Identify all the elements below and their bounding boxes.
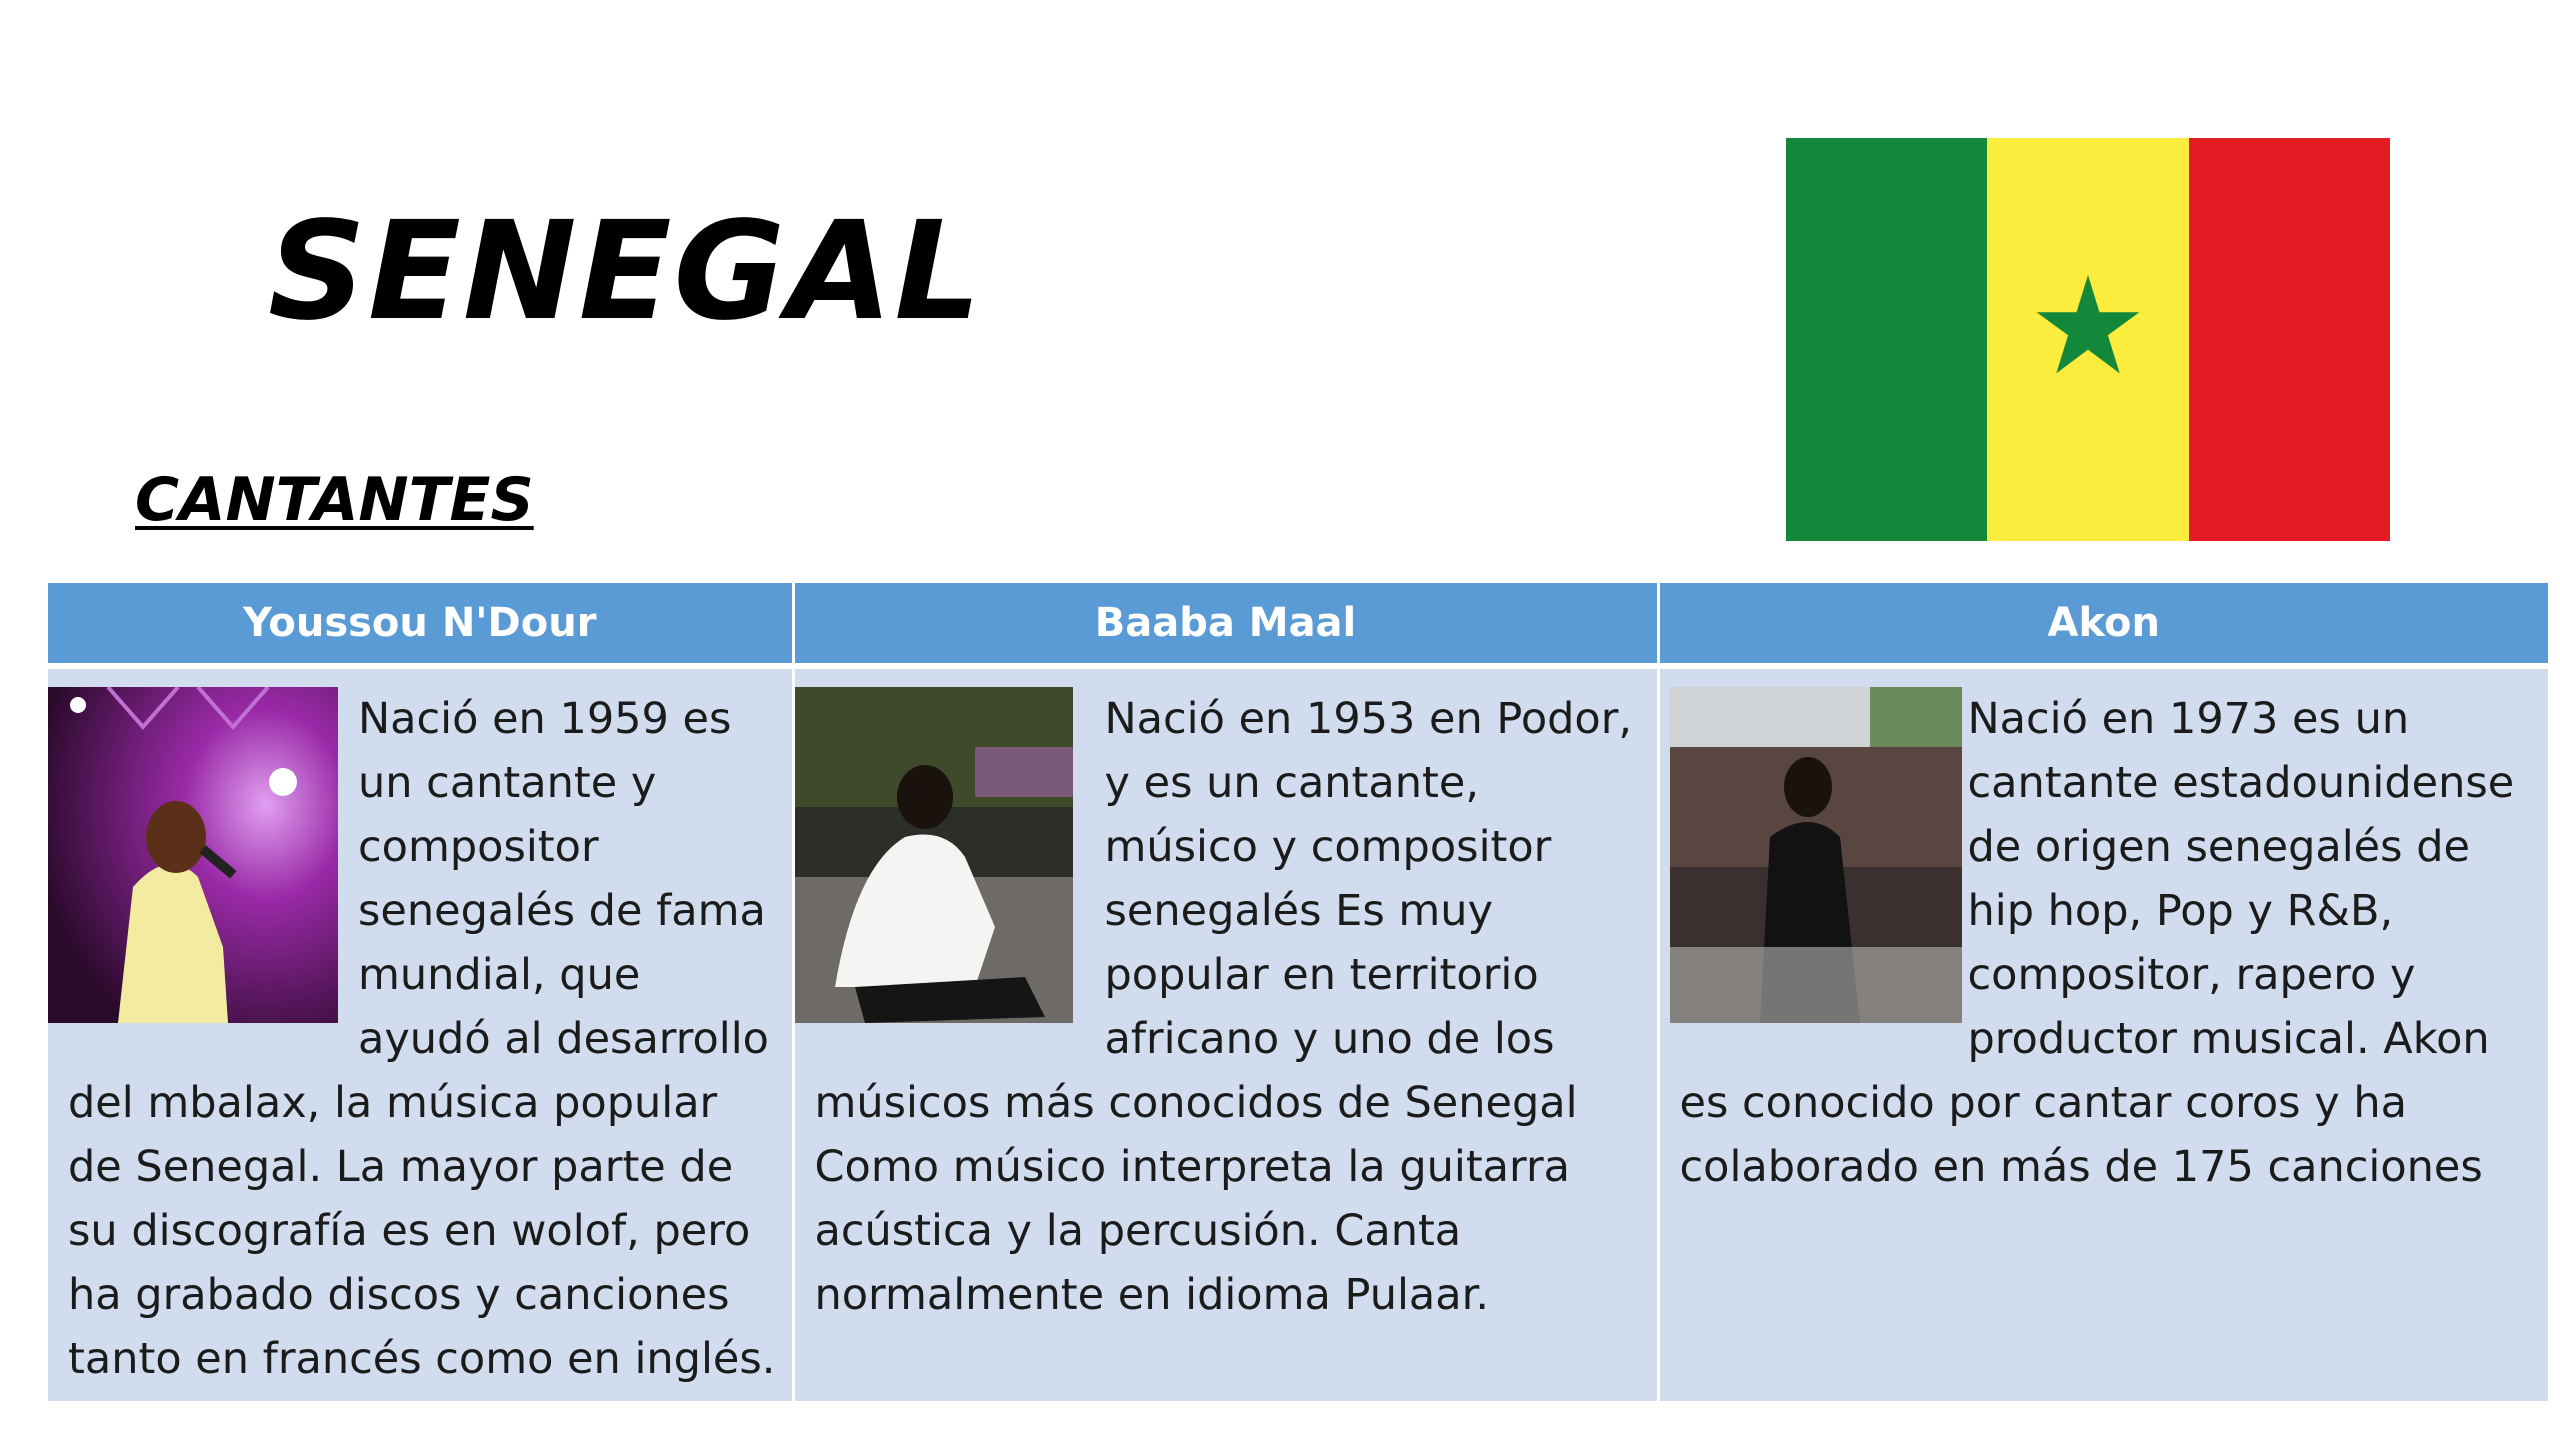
singer-bio: Nació en 1973 es un cantante estadounidense de origen senegalés de hip hop, Pop y R&B, compositor, rapero y productor musical. Akon es conocido por cantar coros y ha colaborado en más de 175 canciones [1679, 694, 2515, 1192]
singer-photo [795, 687, 1073, 1023]
section-subtitle: CANTANTES [135, 465, 534, 535]
page-title: SENEGAL [268, 193, 984, 351]
singer-photo [48, 687, 338, 1023]
singer-bio: Nació en 1953 en Podor, y es un cantante, músico y compositor senegalés Es muy popular en territorio africano y uno de los músicos más conocidos de Senegal Como músico interpreta la guitarra acústica y la percusión. Canta normalmente en idioma Pulaar. [814, 694, 1633, 1320]
singer-cell [48, 666, 793, 1401]
table-header-row [48, 583, 2548, 666]
singer-name-header: Akon [1658, 583, 2548, 666]
senegal-flag [1786, 138, 2390, 541]
singer-bio: Nació en 1959 es un cantante y compositor senegalés de fama mundial, que ayudó al desarrollo del mbalax, la música popular de Senegal. La mayor parte de su discografía es en wolof, pero ha grabado discos y canciones tanto en francés como en inglés. [68, 694, 776, 1384]
singer-photo [1670, 687, 1962, 1023]
singers-table [48, 583, 2548, 1401]
singer-name-header: Youssou N'Dour [48, 583, 793, 666]
singer-cell [793, 666, 1658, 1401]
singer-cell [1658, 666, 2548, 1401]
star-icon [1786, 138, 2390, 541]
table-row [48, 666, 2548, 1401]
singer-name-header: Baaba Maal [793, 583, 1658, 666]
